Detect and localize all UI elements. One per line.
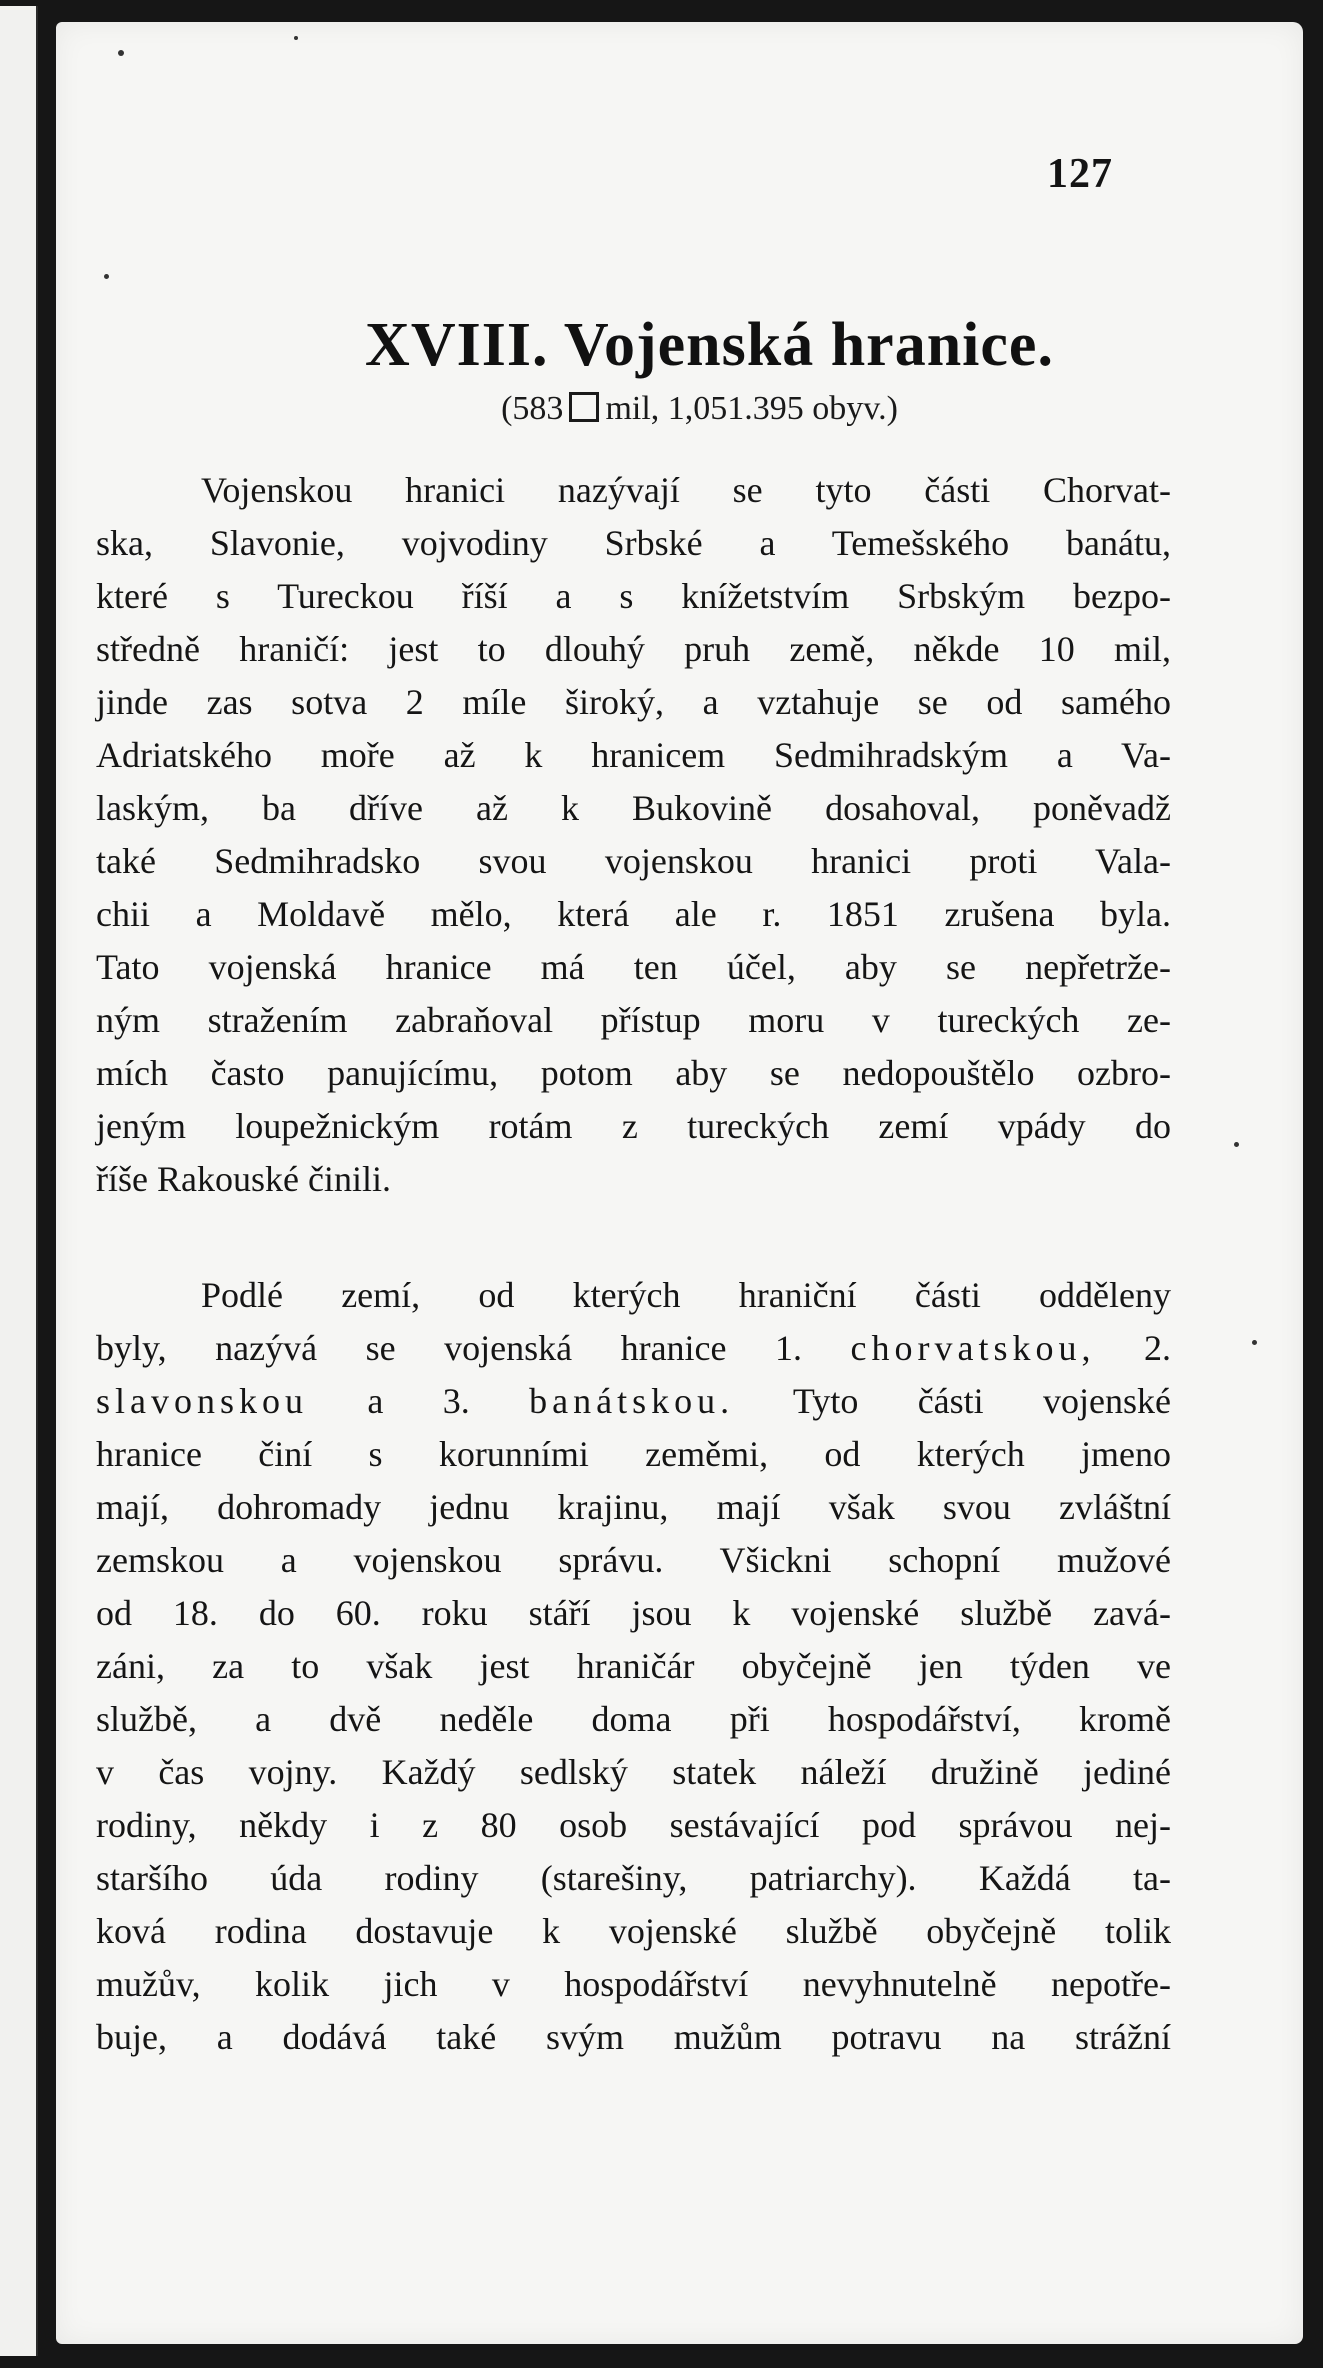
page-number: 127 (1047, 151, 1113, 197)
subtitle-area: (583 (501, 390, 564, 427)
print-speck (1252, 1340, 1257, 1345)
text-line: Tato vojenská hranice má ten účel, aby se nepřetrže- (96, 947, 1171, 987)
text-line: buje, a dodává také svým mužům potravu na strážní (96, 2017, 1171, 2057)
text-line: službě, a dvě neděle doma při hospodářství, kromě (96, 1699, 1171, 1739)
text-line: ková rodina dostavuje k vojenské službě obyčejně tolik (96, 1911, 1171, 1951)
spaced-term: chorvatskou, (850, 1328, 1096, 1368)
text-line: v čas vojny. Každý sedlský statek náleží družině jediné (96, 1752, 1171, 1792)
text-line: středně hraničí: jest to dlouhý pruh země, někde 10 mil, (96, 629, 1171, 669)
text-line: hranice činí s korunními zeměmi, od kterých jmeno (96, 1434, 1171, 1474)
text-line (96, 1322, 1171, 1375)
text-line: Vojenskou hranici nazývají se tyto části Chorvat- (201, 470, 1171, 510)
text-line: jinde zas sotva 2 míle široký, a vztahuje se od samého (96, 682, 1171, 722)
text-line: rodiny, někdy i z 80 osob sestávající pod správou nej- (96, 1805, 1171, 1845)
spaced-term: slavonskou (96, 1381, 308, 1421)
text-segment: a 3. (367, 1381, 470, 1421)
text-line: staršího úda rodiny (starešiny, patriarchy). Každá ta- (96, 1858, 1171, 1898)
chapter-subtitle (56, 390, 1303, 428)
text-line: ným stražením zabraňoval přístup moru v tureckých ze- (96, 1000, 1171, 1040)
text-line: chii a Moldavě mělo, která ale r. 1851 zrušena byla. (96, 894, 1171, 934)
square-mile-icon (569, 392, 599, 422)
text-line: jeným loupežnickým rotám z tureckých zemí vpády do (96, 1106, 1171, 1146)
text-segment: Tyto části vojenské (792, 1381, 1172, 1421)
print-speck (104, 274, 109, 279)
paragraph-2 (96, 1269, 1171, 2064)
text-line: mích často panujícímu, potom aby se nedopouštělo ozbro- (96, 1053, 1171, 1093)
text-line: Adriatského moře až k hranicem Sedmihradským a Va- (96, 735, 1171, 775)
text-line: také Sedmihradsko svou vojenskou hranici proti Vala- (96, 841, 1171, 881)
print-speck (1234, 1142, 1239, 1147)
text-line: mužův, kolik jich v hospodářství nevyhnutelně nepotře- (96, 1964, 1171, 2004)
text-line: zemskou a vojenskou správu. Všickni schopní mužové (96, 1540, 1171, 1580)
print-speck (118, 50, 124, 56)
text-line: mají, dohromady jednu krajinu, mají však svou zvláštní (96, 1487, 1171, 1527)
text-segment: 2. (1144, 1328, 1172, 1368)
text-line: od 18. do 60. roku stáří jsou k vojenské službě zavá- (96, 1593, 1171, 1633)
text-segment: byly, nazývá se vojenská hranice 1. (96, 1328, 803, 1368)
subtitle-population: mil, 1,051.395 obyv.) (605, 390, 898, 427)
text-line: které s Tureckou říší a s knížetstvím Srbským bezpo- (96, 576, 1171, 616)
spaced-term: banátskou. (529, 1381, 735, 1421)
text-line: laským, ba dříve až k Bukovině dosahoval, poněvadž (96, 788, 1171, 828)
text-line: říše Rakouské činili. (96, 1159, 391, 1199)
text-line (96, 1375, 1171, 1428)
text-line: ska, Slavonie, vojvodiny Srbské a Temešského banátu, (96, 523, 1171, 563)
text-line: Podlé zemí, od kterých hraniční části odděleny (201, 1275, 1171, 1315)
paragraph-1 (96, 464, 1171, 1206)
print-speck (294, 36, 298, 40)
book-page (56, 22, 1303, 2344)
chapter-title: XVIII. Vojenská hranice. (365, 311, 1054, 379)
text-line: záni, za to však jest hraničár obyčejně jen týden ve (96, 1646, 1171, 1686)
previous-page-edge (0, 6, 38, 2356)
